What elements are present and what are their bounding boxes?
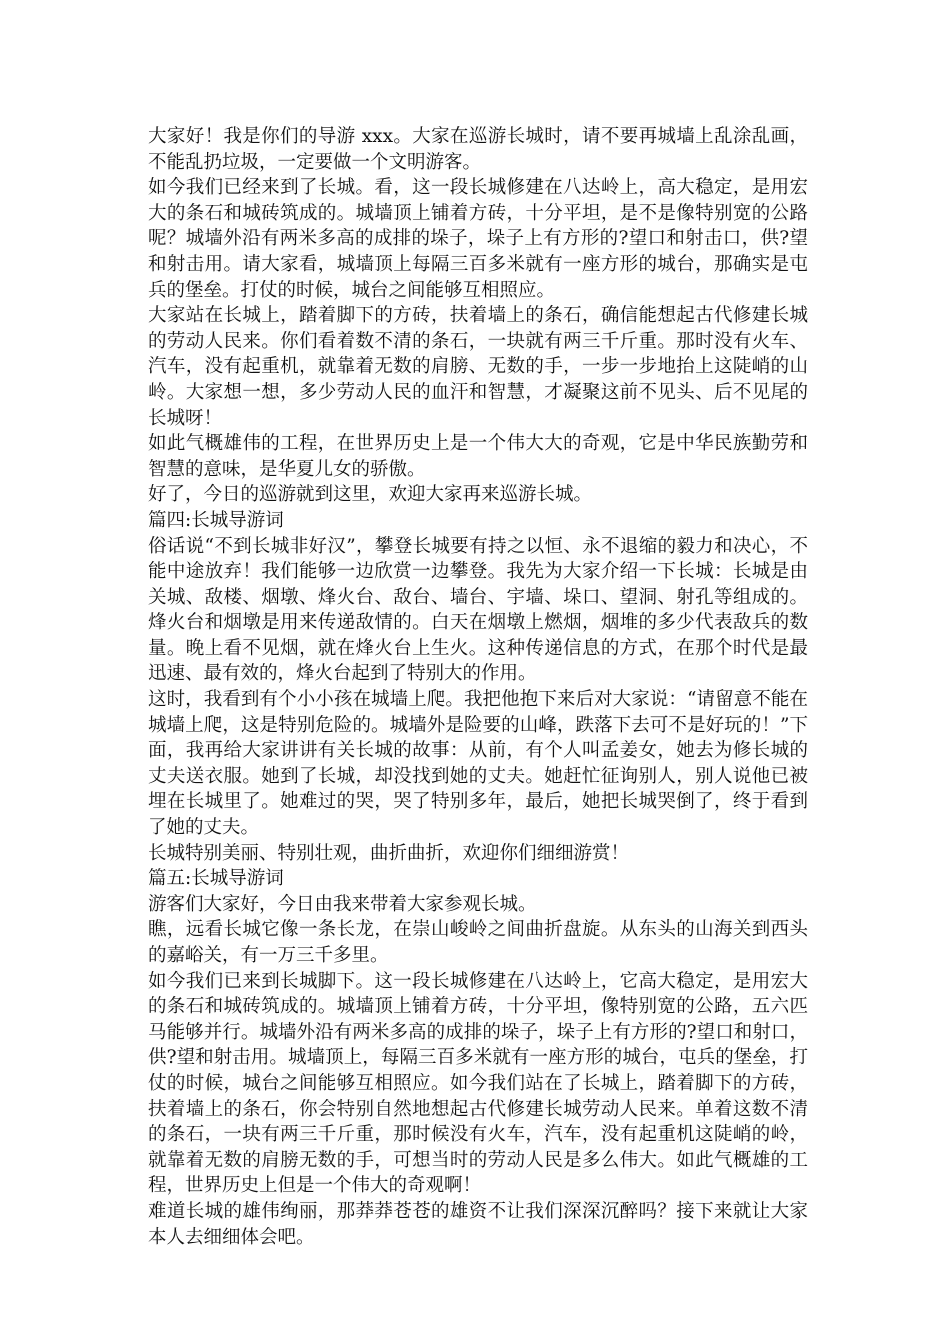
paragraph-badaling-wall: 如今我们已经来到了长城。看，这一段长城修建在八达岭上，高大稳定，是用宏大的条石和城砖筑成的。城墙顶上铺着方砖，十分平坦，是不是像特别宽的公路呢？城墙外沿有两米多高的成排的垛子，垛子上有方形的?望口和射击口，供?望和射击用。请大家看，城墙顶上每隔三百多米就有一座方形的城台，那确实是屯兵的堡垒。打仗的时候，城台之间能够互相照应。 [148, 177, 808, 301]
paragraph-beautiful: 长城特别美丽、特别壮观，曲折曲折，欢迎你们细细游赏！ [148, 842, 630, 864]
paragraph-beacon-towers: 俗话说“不到长城非好汉”，攀登长城要有持之以恒、永不退缩的毅力和决心，不能中途放弃！我们能够一边欣赏一边攀登。我先为大家介绍一下长城：长城是由关城、敌楼、烟墩、烽火台、敌台、墙台、宇墙、垛口、望洞、射孔等组成的。烽火台和烟墩是用来传递敌情的。白天在烟墩上燃烟，烟堆的多少代表敌兵的数量。晚上看不见烟，就在烽火台上生火。这种传递信息的方式，在那个时代是最迅速、最有效的，烽火台起到了特别大的作用。 [148, 535, 808, 685]
section-heading-5: 篇五:长城导游词 [148, 868, 284, 890]
paragraph-wonder: 如此气概雄伟的工程，在世界历史上是一个伟大大的奇观，它是中华民族勤劳和智慧的意味，是华夏儿女的骄傲。 [148, 433, 808, 480]
paragraph-long-dragon: 瞧，远看长城它像一条长龙，在崇山峻岭之间曲折盘旋。从东头的山海关到西头的嘉峪关，有一万三千多里。 [148, 919, 808, 966]
paragraph-laborers: 大家站在长城上，踏着脚下的方砖，扶着墙上的条石，确信能想起古代修建长城的劳动人民来。你们看着数不清的条石，一块就有两三千斤重。那时没有火车、汽车，没有起重机，就靠着无数的肩膀、无数的手，一步一步地抬上这陡峭的山岭。大家想一想，多少劳动人民的血汗和智慧，才凝聚这前不见头、后不见尾的长城呀！ [148, 305, 808, 429]
paragraph-welcome: 游客们大家好，今日由我来带着大家参观长城。 [148, 893, 537, 915]
paragraph-ending: 难道长城的雄伟绚丽，那莽莽苍苍的雄资不让我们深深沉醉吗？接下来就让大家本人去细细体会吧。 [148, 1200, 808, 1248]
paragraph-closing: 好了，今日的巡游就到这里，欢迎大家再来巡游长城。 [148, 484, 593, 506]
paragraph-foot-of-wall: 如今我们已来到长城脚下。这一段长城修建在八达岭上，它高大稳定，是用宏大的条石和城砖筑成的。城墙顶上铺着方砖，十分平坦，像特别宽的公路，五六匹马能够并行。城墙外沿有两米多高的成排的垛子，垛子上有方形的?望口和射口，供?望和射击用。城墙顶上，每隔三百多米就有一座方形的城台，屯兵的堡垒，打仗的时候，城台之间能够互相照应。如今我们站在了长城上，踏着脚下的方砖，扶着墙上的条石，你会特别自然地想起古代修建长城劳动人民来。单着这数不清的条石，一块有两三千斤重，那时候没有火车，汽车，没有起重机这陡峭的岭，就靠着无数的肩膀无数的手，可想当时的劳动人民是多么伟大。如此气概雄的工程，世界历史上但是一个伟大的奇观啊！ [148, 970, 808, 1197]
section-heading-4: 篇四:长城导游词 [148, 509, 284, 531]
paragraph-greeting: 大家好！我是你们的导游 xxx。大家在巡游长城时，请不要再城墙上乱涂乱画，不能乱扔垃圾，一定要做一个文明游客。 [148, 126, 808, 173]
document-body [148, 124, 808, 1250]
paragraph-meng-jiangnu: 这时，我看到有个小小孩在城墙上爬。我把他抱下来后对大家说：“请留意不能在城墙上爬，这是特别危险的。城墙外是险要的山峰，跌落下去可不是好玩的！”下面，我再给大家讲讲有关长城的故事：从前，有个人叫孟姜女，她去为修长城的丈夫送衣服。她到了长城，却没找到她的丈夫。她赶忙征询别人，别人说他已被埋在长城里了。她难过的哭，哭了特别多年，最后，她把长城哭倒了，终于看到了她的丈夫。 [148, 689, 808, 839]
